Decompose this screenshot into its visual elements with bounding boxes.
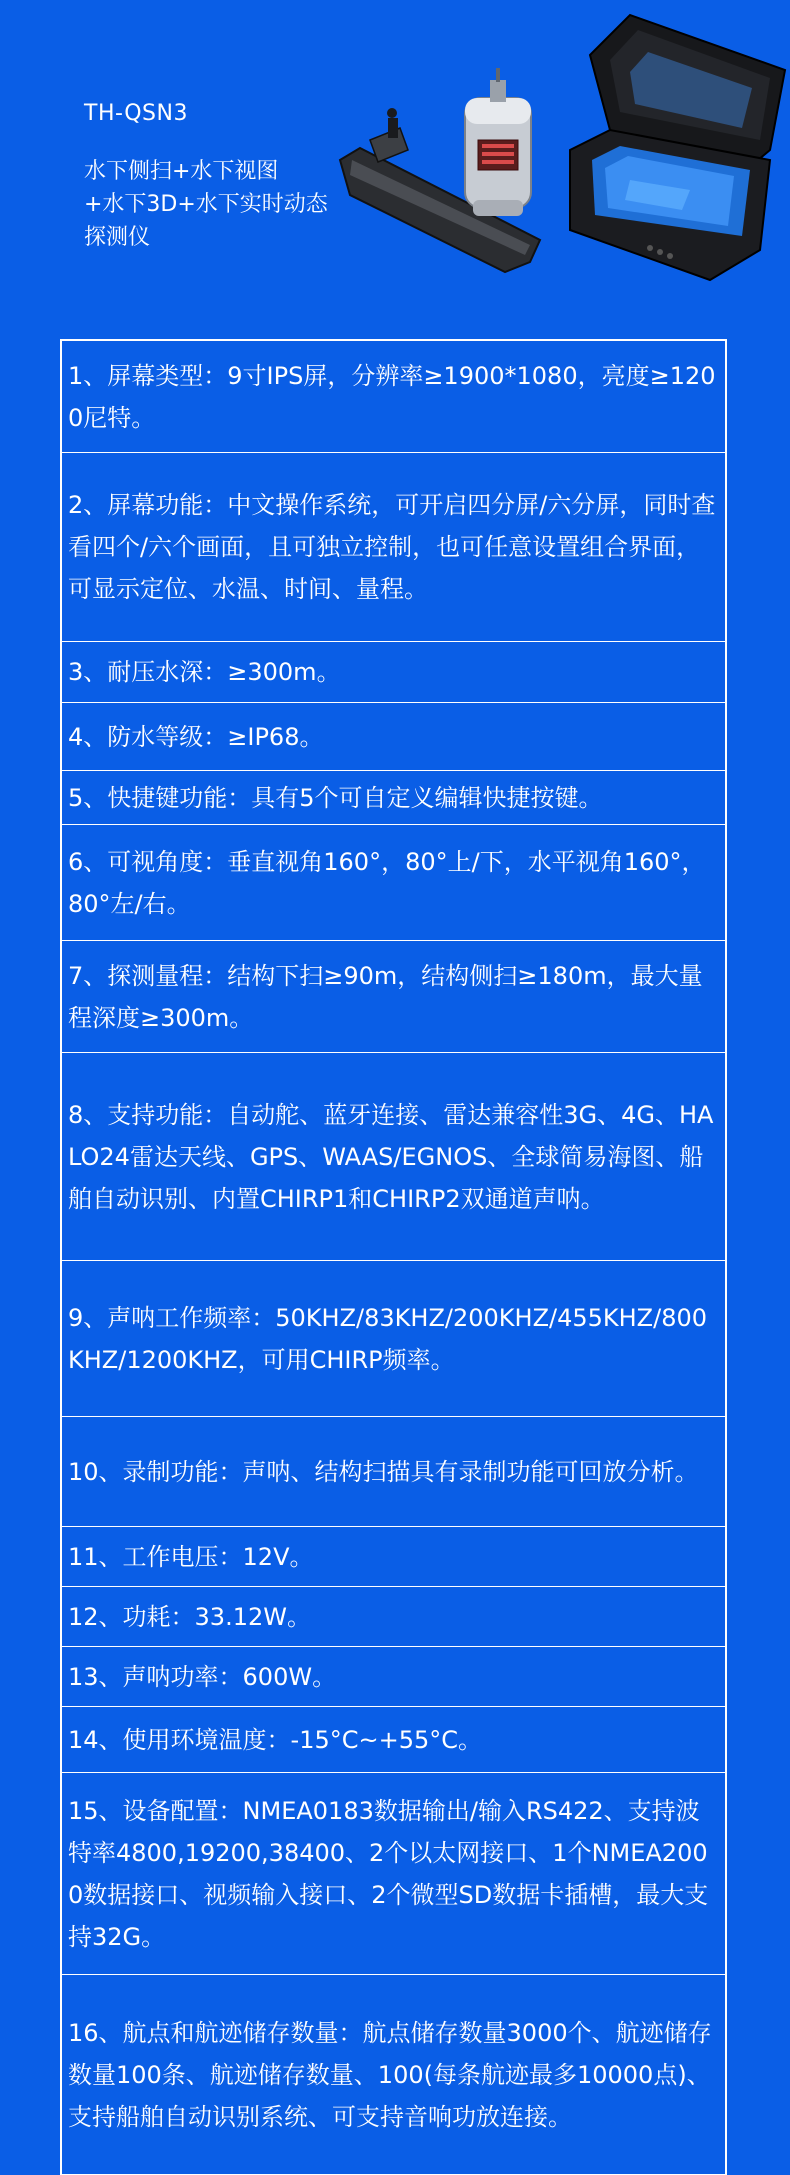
- spec-row: [62, 1587, 725, 1647]
- spec-text: 1、屏幕类型：9寸IPS屏，分辨率≥1900*1080，亮度≥1200尼特。: [68, 361, 716, 432]
- header: [0, 0, 790, 340]
- spec-text: 9、声呐工作频率：50KHZ/83KHZ/200KHZ/455KHZ/800KHZ/1200KHZ，可用CHIRP频率。: [68, 1303, 708, 1374]
- product-title-line-1: 水下侧扫+水下视图: [84, 159, 279, 184]
- spec-row: [62, 941, 725, 1053]
- spec-text: 10、录制功能：声呐、结构扫描具有录制功能可回放分析。: [68, 1457, 699, 1486]
- spec-text: 11、工作电压：12V。: [68, 1542, 314, 1571]
- spec-text: 4、防水等级：≥IP68。: [68, 722, 324, 751]
- spec-row: [62, 453, 725, 642]
- spec-text: 14、使用环境温度：-15°C~+55°C。: [68, 1725, 483, 1754]
- carrying-case-illustration: [570, 15, 785, 280]
- spec-text: 5、快捷键功能：具有5个可自定义编辑快捷按键。: [68, 783, 603, 812]
- spec-text: 8、支持功能：自动舵、蓝牙连接、雷达兼容性3G、4G、HALO24雷达天线、GPS、WAAS/EGNOS、全球简易海图、船舶自动识别、内置CHIRP1和CHIRP2双通道声呐。: [68, 1100, 714, 1213]
- spec-row: [62, 825, 725, 941]
- spec-row: [62, 1707, 725, 1773]
- spec-row: [62, 1647, 725, 1707]
- spec-row: [62, 1527, 725, 1587]
- model-name: TH-QSN3: [84, 101, 188, 126]
- spec-row: [62, 1261, 725, 1417]
- spec-table: [60, 339, 727, 2175]
- spec-text: 12、功耗：33.12W。: [68, 1602, 311, 1631]
- spec-row: [62, 1053, 725, 1261]
- spec-text: 6、可视角度：垂直视角160°，80°上/下，水平视角160°，80°左/右。: [68, 847, 706, 918]
- spec-text: 15、设备配置：NMEA0183数据输出/输入RS422、支持波特率4800,19200,38400、2个以太网接口、1个NMEA2000数据接口、视频输入接口、2个微型SD数据卡插槽，最大支持32G。: [68, 1796, 709, 1951]
- spec-text: 2、屏幕功能：中文操作系统，可开启四分屏/六分屏，同时查看四个/六个画面，且可独立控制，也可任意设置组合界面，可显示定位、水温、时间、量程。: [68, 491, 716, 603]
- spec-text: 7、探测量程：结构下扫≥90m，结构侧扫≥180m，最大量程深度≥300m。: [68, 961, 703, 1032]
- spec-row: [62, 642, 725, 703]
- spec-row: [62, 341, 725, 453]
- spec-text: 3、耐压水深：≥300m。: [68, 658, 341, 686]
- spec-row: [62, 703, 725, 771]
- sonar-probe-illustration: [465, 68, 531, 216]
- product-title-line-2: +水下3D+水下实时动态: [84, 192, 328, 217]
- spec-row: [62, 1417, 725, 1527]
- product-illustration: [330, 0, 790, 300]
- title-block: [84, 95, 364, 254]
- product-image: [330, 0, 790, 300]
- spec-row: [62, 771, 725, 825]
- spec-text: 16、航点和航迹储存数量：航点储存数量3000个、航迹储存数量100条、航迹储存数量、100(每条航迹最多10000点)、支持船舶自动识别系统、可支持音响功放连接。: [68, 2018, 712, 2131]
- spec-row: [62, 1773, 725, 1975]
- spec-row: [62, 1975, 725, 2175]
- spec-text: 13、声呐功率：600W。: [68, 1662, 337, 1691]
- product-title-line-3: 探测仪: [84, 225, 151, 250]
